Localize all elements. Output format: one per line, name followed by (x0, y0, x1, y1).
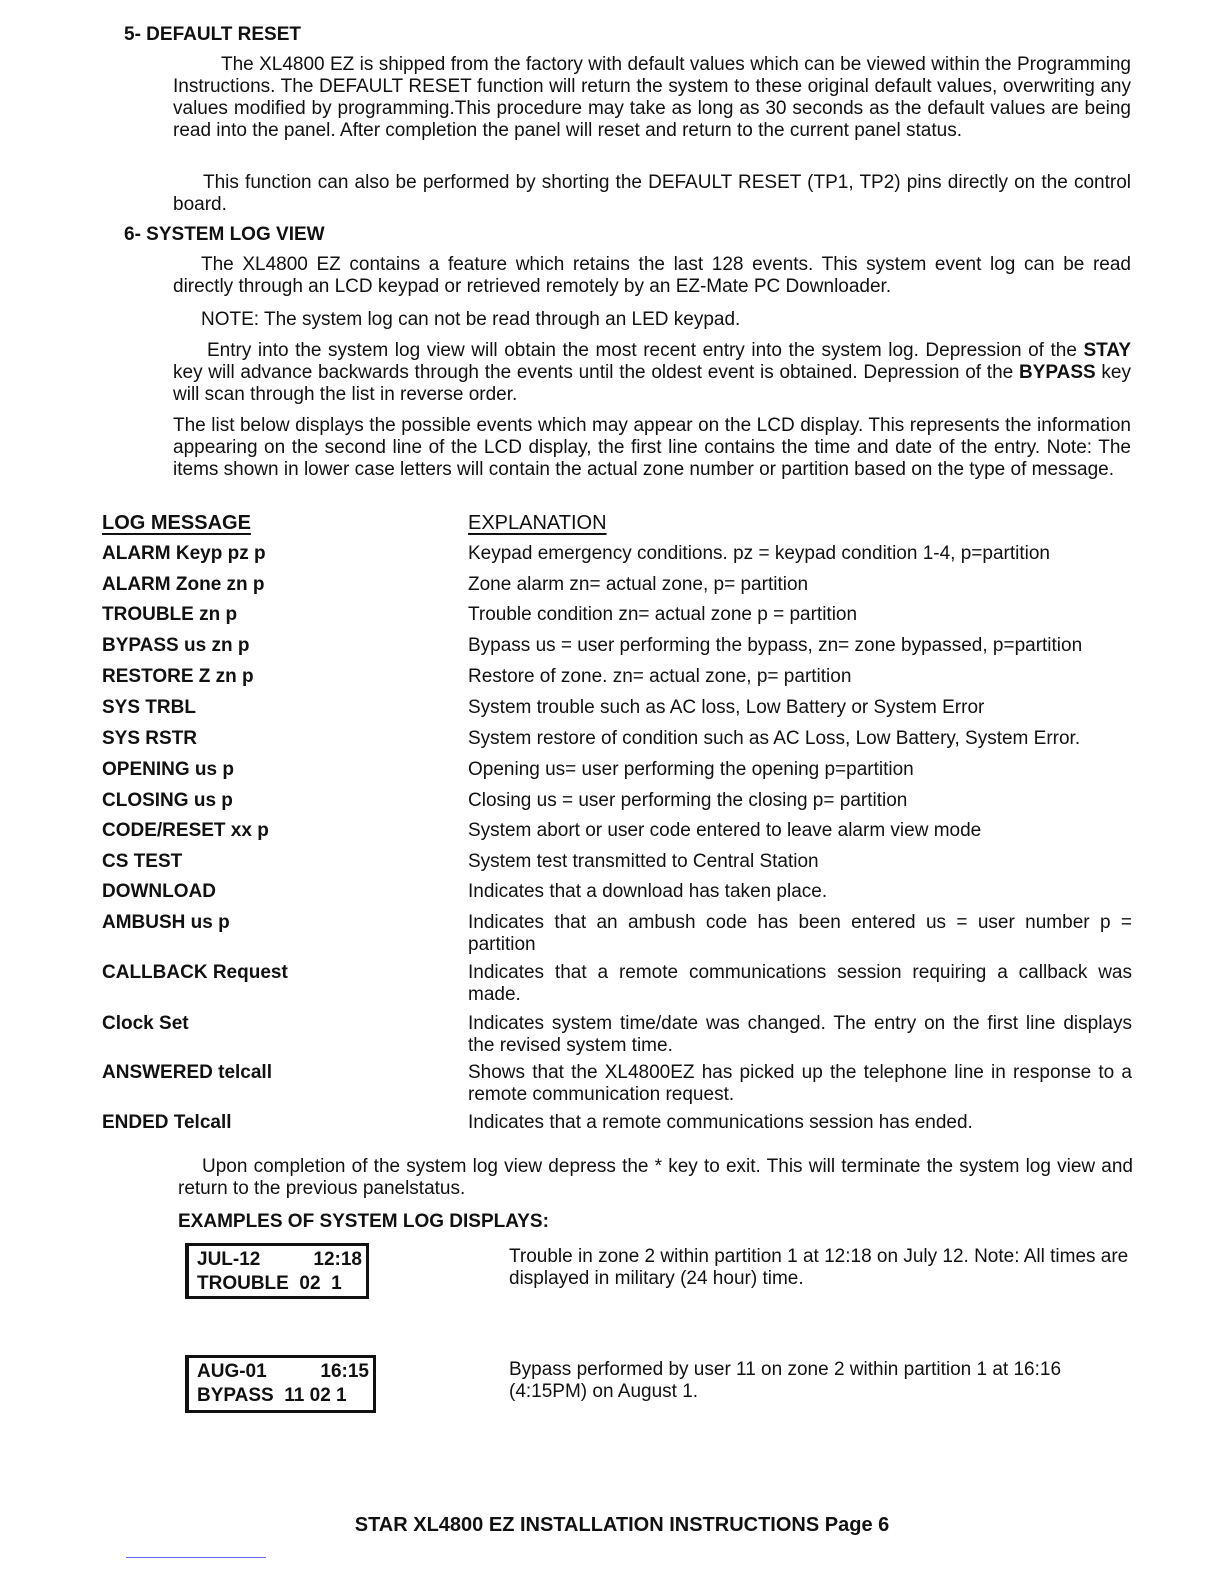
log-explanation: Zone alarm zn= actual zone, p= partition (468, 574, 809, 595)
log-explanation: Closing us = user performing the closing p= partition (468, 790, 908, 811)
section-5-paragraph-1: The XL4800 EZ is shipped from the factory with default values which can be viewed within the Programming Instructions. The DEFAULT RESET function will return the system to these original default values, overwriting any values modified by programming.This procedure may take as long as 30 seconds as the default values are being read into the panel. After completion the panel will reset and return to the current panel status. (173, 54, 1131, 141)
log-message: CLOSING us p (102, 790, 233, 811)
lcd-display-example-2 (185, 1355, 376, 1413)
p3-text-c: key will scan through the list in reverse order. (173, 362, 1131, 405)
log-message: BYPASS us zn p (102, 635, 250, 656)
examples-title: EXAMPLES OF SYSTEM LOG DISPLAYS: (178, 1211, 549, 1232)
explanation-column-header: EXPLANATION (468, 512, 607, 534)
p3-text-a: Entry into the system log view will obtain the most recent entry into the system log. Depression of the (207, 340, 1084, 361)
footer-text: STAR XL4800 EZ INSTALLATION INSTRUCTIONS Page 6 (354, 1514, 890, 1536)
lcd-date: AUG-01 (197, 1361, 267, 1382)
lcd-date: JUL-12 (197, 1249, 261, 1270)
log-explanation: Indicates that a download has taken place. (468, 881, 828, 902)
log-message: ENDED Telcall (102, 1112, 232, 1133)
log-message: TROUBLE zn p (102, 604, 238, 625)
section-5-paragraph-2: This function can also be performed by shorting the DEFAULT RESET (TP1, TP2) pins directly on the control board. (173, 172, 1131, 215)
log-explanation: Opening us= user performing the opening p=partition (468, 759, 914, 780)
section-6-paragraph-4: The list below displays the possible events which may appear on the LCD display. This represents the information appearing on the second line of the LCD display, the first line contains the time and date of the entry. Note: The items shown in lower case letters will contain the actual zone number or partition based on the type of message. (173, 415, 1131, 480)
section-5-heading: 5- DEFAULT RESET (124, 24, 301, 45)
log-explanation: Bypass us = user performing the bypass, zn= zone bypassed, p=partition (468, 635, 1083, 656)
log-explanation: System restore of condition such as AC Loss, Low Battery, System Error. (468, 728, 1081, 749)
stay-key-label: STAY (1083, 340, 1131, 361)
bottom-divider (126, 1557, 266, 1558)
lcd-line-2 (197, 1384, 373, 1408)
log-message: ALARM Keyp pz p (102, 543, 266, 564)
log-explanation: Indicates that a remote communications session requiring a callback was made. (468, 962, 1132, 1005)
log-explanation: Trouble condition zn= actual zone p = partition (468, 604, 858, 625)
lcd-line-1 (197, 1360, 373, 1384)
lcd-event: TROUBLE 02 1 (197, 1273, 342, 1294)
log-message-column-header: LOG MESSAGE (102, 512, 251, 534)
page-footer (0, 1514, 1224, 1536)
log-explanation: Restore of zone. zn= actual zone, p= partition (468, 666, 852, 687)
log-message: CS TEST (102, 851, 183, 872)
log-message: ANSWERED telcall (102, 1062, 272, 1083)
log-message: SYS RSTR (102, 728, 198, 749)
closing-paragraph: Upon completion of the system log view depress the * key to exit. This will terminate the system log view and return to the previous panelstatus. (178, 1156, 1133, 1199)
lcd-time: 12:18 (313, 1249, 362, 1270)
section-6-paragraph-3 (173, 340, 1131, 406)
log-explanation: Shows that the XL4800EZ has picked up the telephone line in response to a remote communication request. (468, 1062, 1132, 1105)
log-explanation: Indicates that a remote communications session has ended. (468, 1112, 973, 1133)
section-6-paragraph-1: The XL4800 EZ contains a feature which retains the last 128 events. This system event log can be read directly through an LCD keypad or retrieved remotely by an EZ-Mate PC Downloader. (173, 254, 1131, 297)
log-message: DOWNLOAD (102, 881, 216, 902)
example-2-description: Bypass performed by user 11 on zone 2 within partition 1 at 16:16 (4:15PM) on August 1. (509, 1359, 1062, 1402)
log-message: CALLBACK Request (102, 962, 288, 983)
example-1-description: Trouble in zone 2 within partition 1 at 12:18 on July 12. Note: All times are displayed in military (24 hour) time. (509, 1246, 1129, 1289)
lcd-line-1 (197, 1248, 366, 1272)
log-explanation: System trouble such as AC loss, Low Battery or System Error (468, 697, 985, 718)
log-explanation: Indicates that an ambush code has been entered us = user number p = partition (468, 912, 1132, 955)
section-6-note: NOTE: The system log can not be read through an LED keypad. (201, 309, 741, 330)
section-6-heading: 6- SYSTEM LOG VIEW (124, 224, 325, 245)
p3-text-b: key will advance backwards through the events until the oldest event is obtained. Depression of the (173, 362, 1019, 383)
log-message: RESTORE Z zn p (102, 666, 254, 687)
lcd-time: 16:15 (320, 1361, 369, 1382)
log-message: SYS TRBL (102, 697, 196, 718)
log-explanation: System test transmitted to Central Station (468, 851, 819, 872)
log-message: ALARM Zone zn p (102, 574, 265, 595)
lcd-line-2 (197, 1272, 366, 1296)
log-message: AMBUSH us p (102, 912, 230, 933)
log-explanation: System abort or user code entered to leave alarm view mode (468, 820, 982, 841)
log-message: Clock Set (102, 1013, 189, 1034)
log-explanation: Keypad emergency conditions. pz = keypad condition 1-4, p=partition (468, 543, 1050, 564)
log-message: OPENING us p (102, 759, 234, 780)
lcd-event: BYPASS 11 02 1 (197, 1385, 347, 1406)
log-explanation: Indicates system time/date was changed. The entry on the first line displays the revised system time. (468, 1013, 1132, 1056)
bypass-key-label: BYPASS (1018, 362, 1096, 383)
log-message: CODE/RESET xx p (102, 820, 269, 841)
lcd-display-example-1 (185, 1243, 369, 1299)
